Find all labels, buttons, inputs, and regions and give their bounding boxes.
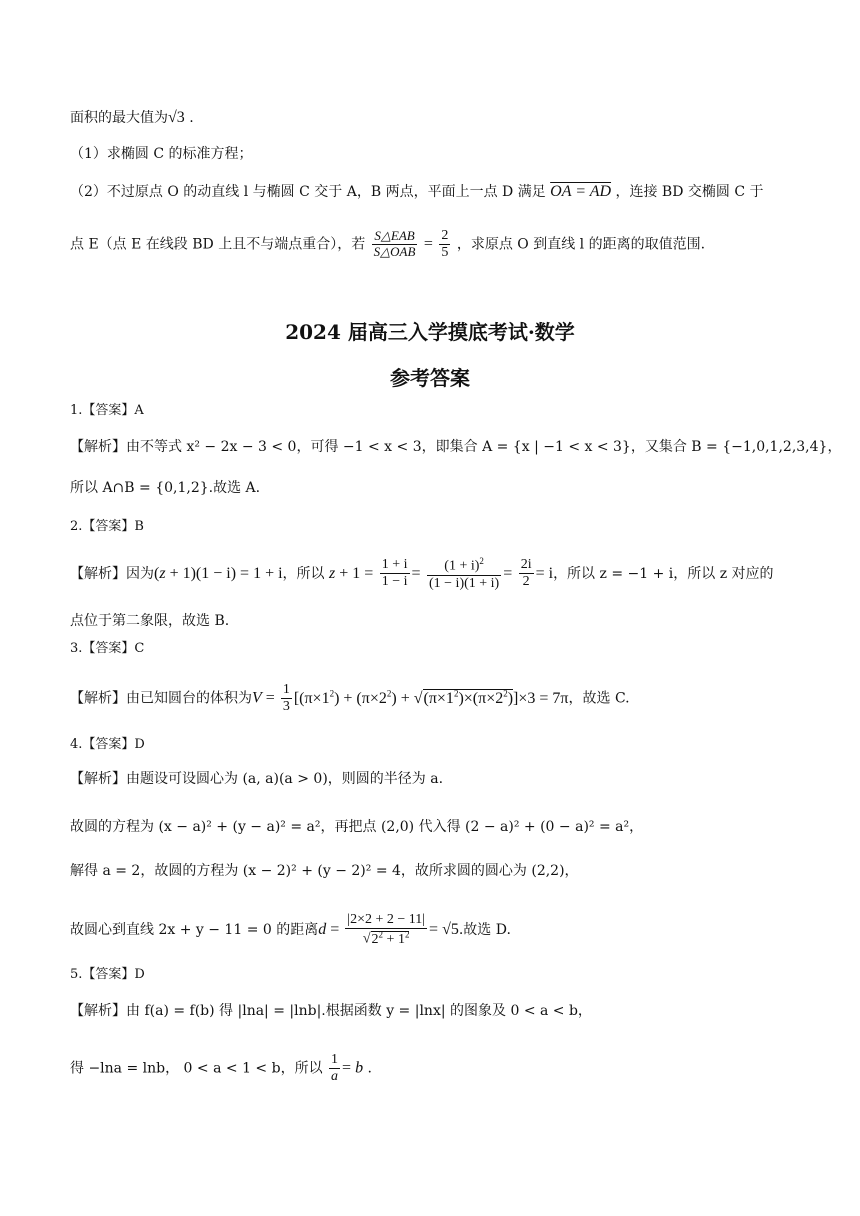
ratio-numerator: S△EAB — [374, 228, 415, 244]
question-1: （1）求椭圆 C 的标准方程； — [70, 146, 253, 162]
q2-text-c: 点 E（点 E 在线段 BD 上且不与端点重合），若 — [70, 236, 366, 253]
vector-equation: OA = AD — [550, 183, 612, 200]
area-ratio-fraction — [372, 229, 418, 260]
answer-3-label: 3.【答案】C — [70, 641, 145, 656]
answer-2-frac-3: $\frac{2i}{2}$ — [520, 557, 532, 590]
intro-text: 面积的最大值为 — [70, 110, 168, 126]
answer-4-line-4: 故圆心到直线 2x + y − 11 = 0 的距离d = $\frac{|2\times 2 + 2 - 11|}{√2^2 + 1^2}$ = √5.故选 D. — [70, 912, 511, 947]
answer-5-frac: $\frac{1}{a}$ — [331, 1052, 339, 1085]
answer-3-third: $\frac{1}{3}$ — [282, 682, 290, 715]
answer-2-label: 2.【答案】B — [70, 519, 144, 534]
answer-3-suffix: ，故选 C. — [568, 690, 630, 707]
answer-4-line-1: 【解析】由题设可设圆心为 (a, a)(a > 0)，则圆的半径为 a. — [70, 771, 444, 787]
answer-2-prefix: 【解析】因为 — [70, 565, 154, 582]
answer-3-prefix: 【解析】由已知圆台的体积为 — [70, 690, 252, 707]
ratio-value-fraction — [439, 228, 450, 261]
page-title: 2024 届高三入学摸底考试·数学 — [285, 320, 575, 344]
ratio-value-den: 5 — [441, 245, 449, 261]
answer-4-line-2: 故圆的方程为 (x − a)² + (y − a)² = a²，再把点 (2,0) 代入得 (2 − a)² + (0 − a)² = a²， — [70, 819, 644, 835]
answer-1-label: 1.【答案】A — [70, 403, 144, 418]
answer-4-line-3: 解得 a = 2，故圆的方程为 (x − 2)² + (y − 2)² = 4，故所求圆的圆心为 (2,2)， — [70, 863, 579, 879]
answer-2-frac-2: $\frac{(1 + i)^2}{(1 - i)(1 + i)}$ — [429, 556, 500, 591]
ratio-denominator: S△OAB — [373, 244, 416, 260]
answer-2-line-1: 【解析】因为(z + 1)(1 − i) = 1 + i，所以 z + 1 = $\frac{1 + i}{1 - i}$ = $\frac{(1 + i)^2}{(1 - i)(1 + i)}$ = $\frac{2i}{2}$ = i，所以 z = −1 + i，所以 z 对应的 — [70, 556, 774, 591]
answer-1-line-1: 【解析】由不等式 x² − 2x − 3 < 0，可得 −1 < x < 3，即集合 A = {x | −1 < x < 3}，又集合 B = {−1,0,1,2,3,4}， — [70, 439, 842, 455]
q2-text-b: ，连接 BD 交椭圆 C 于 — [615, 184, 764, 200]
answer-5-line-1: 【解析】由 f(a) = f(b) 得 |lna| = |lnb|.根据函数 y = |lnx| 的图象及 0 < a < b， — [70, 1003, 592, 1019]
q2-text-d: ，求原点 O 到直线 l 的距离的取值范围. — [456, 236, 706, 253]
question-2-line-b: 点 E（点 E 在线段 BD 上且不与端点重合），若 $\frac{\text{S△EAB}}{\text{S△OAB}}$ = $\frac{2}{5}$ ，求原点 O 到直线 l 的距离的取值范围. — [70, 228, 706, 261]
answer-3-line-1: 【解析】由已知圆台的体积为V = $\frac{1}{3}$ $[(\pi\times 1^2) + (\pi\times 2^2) + √(\pi\times 1^2)\times(\pi\times 2^2)]\times 3 = 7\pi$，故选 C. — [70, 682, 630, 715]
page-subtitle: 参考答案 — [390, 366, 470, 390]
answer-2-text: ，所以 z = −1 + i，所以 z 对应的 — [553, 565, 774, 582]
answer-4-label: 4.【答案】D — [70, 737, 145, 752]
answer-2-frac-1: $\frac{1 + i}{1 - i}$ — [381, 557, 408, 590]
q2-text-a: （2）不过原点 O 的动直线 l 与椭圆 C 交于 A，B 两点，平面上一点 D 满足 — [70, 184, 546, 200]
answer-5-prefix: 得 −lna = lnb， 0 < a < 1 < b，所以 — [70, 1060, 323, 1077]
answer-1-line-2: 所以 A∩B = {0,1,2}.故选 A. — [70, 480, 261, 496]
ratio-value-num: 2 — [441, 228, 449, 243]
answer-4-suffix: .故选 D. — [458, 921, 511, 938]
sqrt3-value: √3 — [168, 109, 185, 126]
answer-4-distance-frac: $\frac{|2\times 2 + 2 - 11|}{√2^2 + 1^2}$ — [347, 912, 426, 947]
answer-4-prefix: 故圆心到直线 2x + y − 11 = 0 的距离 — [70, 921, 319, 938]
answer-2-line-2: 点位于第二象限，故选 B. — [70, 613, 230, 629]
answer-5-line-2: 得 −lna = lnb， 0 < a < 1 < b，所以 $\frac{1}{a}$ = b . — [70, 1052, 372, 1085]
intro-line-1: 面积的最大值为√3 . — [70, 109, 194, 126]
question-2-line-a — [70, 184, 764, 200]
answer-5-label: 5.【答案】D — [70, 967, 145, 982]
